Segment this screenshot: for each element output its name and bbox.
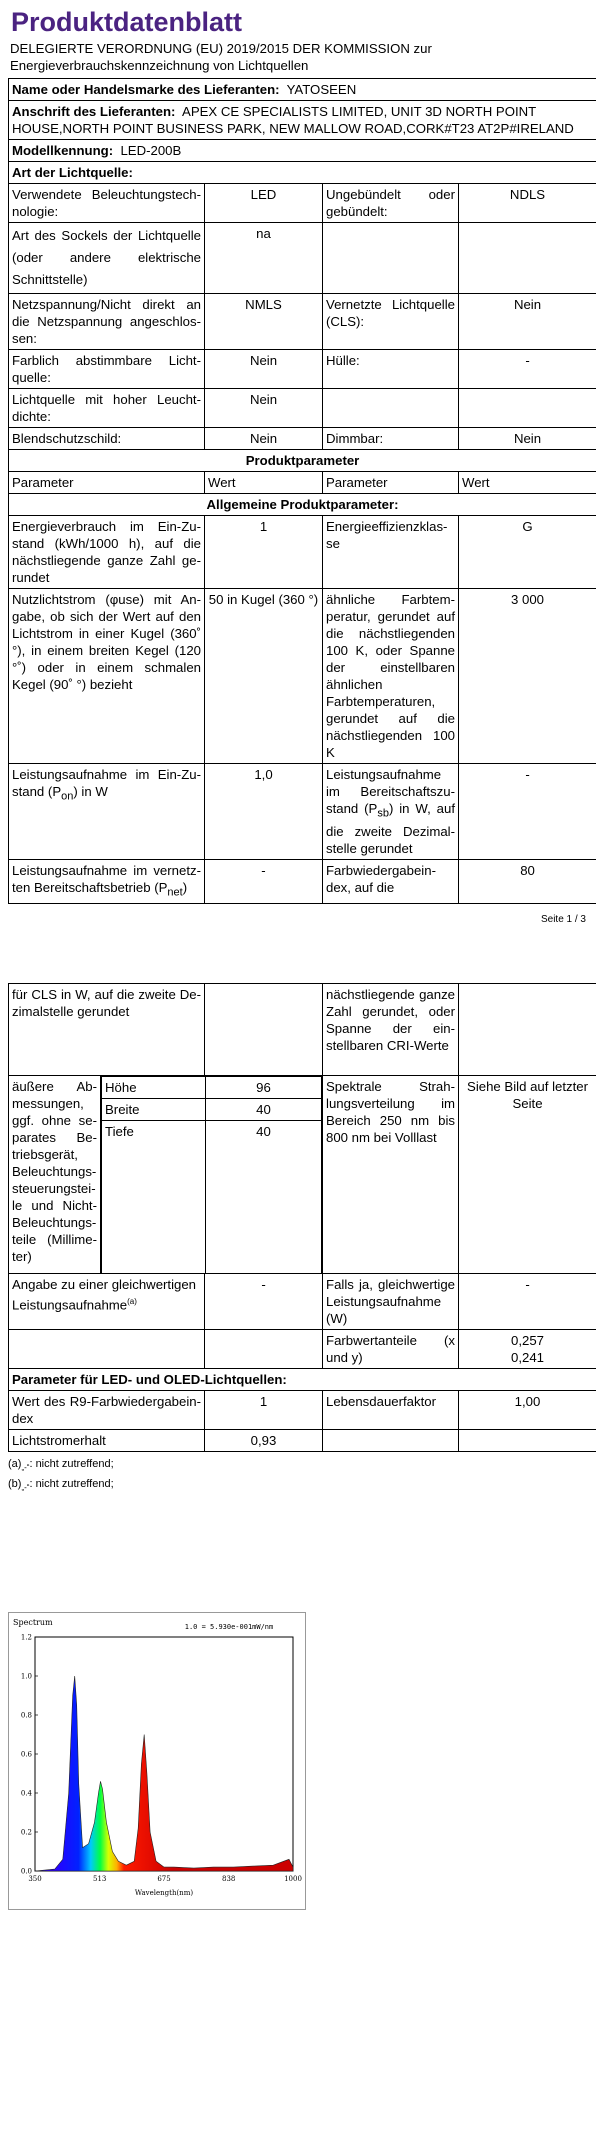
light-row-value: NDLS bbox=[459, 184, 596, 223]
param-row bbox=[9, 516, 596, 589]
y-tick-label: 1.0 bbox=[20, 1672, 32, 1681]
footnote-a: $(a)_{„-“}$: nicht zutreffend; bbox=[8, 1458, 114, 1473]
x-tick-label: 675 bbox=[157, 1875, 171, 1883]
col-value-header: Wert bbox=[205, 472, 323, 494]
dimensions-row bbox=[9, 1076, 596, 1274]
light-row-value: Nein bbox=[459, 428, 596, 450]
spectrum-svg bbox=[9, 1613, 305, 1909]
supplier-name-label: Name oder Handelsmarke des Lieferanten: bbox=[12, 82, 280, 97]
light-row-label bbox=[323, 389, 459, 428]
spectrum-chart bbox=[8, 1612, 306, 1910]
footnote-b: $(b)_{„-“}$: nicht zutreffend; bbox=[8, 1478, 114, 1493]
light-row-label: Farblich abstimmbare Lichtquelle: bbox=[9, 350, 205, 389]
cct-value: 3 000 bbox=[459, 589, 596, 764]
light-row-label: Art des Sockels der Lichtquelle (oder andere elektrische Schnittstelle) bbox=[9, 223, 205, 294]
param-row bbox=[9, 764, 596, 860]
flux-label: Nutzlichtstrom (φuse) mit Angabe, ob sich der Wert auf den Lichtstrom in einer Kugel (360˚ °), in einem breiten Kegel (120 °˚) oder in einem schmalen Kegel (90˚ °) bezieht bbox=[9, 589, 205, 764]
dim-value: 96 bbox=[206, 1077, 322, 1099]
x-axis-label: Wavelength(nm) bbox=[134, 1889, 194, 1897]
life-value: 1,00 bbox=[459, 1391, 596, 1430]
supplier-name-row bbox=[9, 79, 596, 101]
page-2 bbox=[8, 983, 596, 1496]
pon-label: Leistungsaufnahme im Ein-Zustand $(P_{on})$ in W bbox=[9, 764, 205, 860]
param-row bbox=[9, 1391, 596, 1430]
col-param-header: Parameter bbox=[323, 472, 459, 494]
r9-label: Wert des R9-Farbwiedergabeindex bbox=[9, 1391, 205, 1430]
x-tick-label: 1000 bbox=[284, 1875, 302, 1883]
dim-name: Tiefe bbox=[102, 1121, 206, 1274]
light-row bbox=[9, 428, 596, 450]
dim-value: 40 bbox=[206, 1099, 322, 1121]
y-tick-label: 0.0 bbox=[20, 1867, 32, 1876]
param-row bbox=[9, 1274, 596, 1330]
dims-label: äußere Abmessungen, ggf. ohne separates Betriebsgerät, Beleuchtungssteuerungsteile und Nicht-Beleuchtungsteile (Millimeter) bbox=[9, 1076, 101, 1274]
chart-legend: 1.0 = 5.930e-001mW/nm bbox=[184, 1623, 274, 1631]
spectrum-area bbox=[35, 1676, 293, 1871]
energy-label: Energieverbrauch im Ein-Zustand (kWh/1000 h), auf die nächstliegende ganze Zahl gerundet bbox=[9, 516, 205, 589]
x-tick-label: 513 bbox=[93, 1875, 107, 1883]
dim-row bbox=[102, 1077, 322, 1099]
psb-value: - bbox=[459, 764, 596, 860]
light-row-value: Nein bbox=[205, 350, 323, 389]
energy-value: 1 bbox=[205, 516, 323, 589]
light-row-label bbox=[323, 223, 459, 294]
light-row-label: Dimmbar: bbox=[323, 428, 459, 450]
led-params-heading: Parameter für LED- und OLED-Lichtquellen: bbox=[9, 1369, 596, 1391]
light-type-heading: Art der Lichtquelle: bbox=[9, 162, 596, 184]
light-row-label: Verwendete Beleuchtungstechnologie: bbox=[9, 184, 205, 223]
param-row bbox=[9, 589, 596, 764]
param-row bbox=[9, 859, 596, 904]
y-tick-label: 1.2 bbox=[20, 1633, 32, 1642]
light-row-label: Blendschutzschild: bbox=[9, 428, 205, 450]
light-row-label: Hülle: bbox=[323, 350, 459, 389]
eff-class-value: G bbox=[459, 516, 596, 589]
equiv-w-label: Falls ja, gleichwertige Leistungsaufnahme (W) bbox=[323, 1274, 459, 1330]
pnet-value: - bbox=[205, 859, 323, 904]
footnotes bbox=[8, 1456, 596, 1496]
model-value: LED-200B bbox=[120, 143, 182, 158]
spd-label: Spektrale Strahlungsverteilung im Bereich 250 nm bis 800 nm bei Volllast bbox=[323, 1076, 459, 1274]
col-param-header: Parameter bbox=[9, 472, 205, 494]
dims-table bbox=[101, 1076, 323, 1274]
light-row-value bbox=[459, 223, 596, 294]
light-row bbox=[9, 389, 596, 428]
regulation-text: DELEGIERTE VERORDNUNG (EU) 2019/2015 DER KOMMISSION zur Energieverbrauchskennzeichnung von Lichtquellen bbox=[10, 41, 432, 73]
light-row-value bbox=[459, 389, 596, 428]
pon-value: 1,0 bbox=[205, 764, 323, 860]
y-tick-label: 0.8 bbox=[20, 1711, 32, 1720]
maint-label: Lichtstromerhalt bbox=[9, 1430, 205, 1452]
light-row-value: Nein bbox=[205, 389, 323, 428]
light-row-value: LED bbox=[205, 184, 323, 223]
equiv-w-value: - bbox=[459, 1274, 596, 1330]
page-1 bbox=[8, 0, 596, 904]
product-params-heading: Produktparameter bbox=[9, 450, 596, 472]
col-value-header: Wert bbox=[459, 472, 596, 494]
cri-value: 80 bbox=[459, 859, 596, 904]
supplier-address-value: APEX CE SPECIALISTS LIMITED, UNIT 3D NORTH POINT HOUSE,NORTH POINT BUSINESS PARK, NEW MALLOW ROAD,CORK#T23 AT2P#IRELAND bbox=[12, 104, 574, 136]
dim-row bbox=[102, 1099, 322, 1121]
x-tick-label: 838 bbox=[222, 1875, 236, 1883]
y-tick-label: 0.4 bbox=[20, 1789, 32, 1798]
chroma-label: Farbwertanteile (x und y) bbox=[323, 1330, 459, 1369]
light-row-label: Netzspannung/Nicht direkt an die Netzspannung angeschlossen: bbox=[9, 294, 205, 350]
equiv-label: Angabe zu einer gleichwertigen Leistungsaufnahme$^{(a)}$ bbox=[9, 1274, 205, 1330]
light-row-label: Vernetzte Lichtquelle (CLS): bbox=[323, 294, 459, 350]
y-tick-label: 0.6 bbox=[20, 1750, 32, 1759]
light-row-value: Nein bbox=[205, 428, 323, 450]
light-row bbox=[9, 184, 596, 223]
equiv-value: - bbox=[205, 1274, 323, 1330]
light-row-value: na bbox=[205, 223, 323, 294]
light-row bbox=[9, 350, 596, 389]
param-row bbox=[9, 1430, 596, 1452]
cct-label: ähnliche Farbtemperatur, gerundet auf die nächstliegenden 100 K, oder Spanne der einstellbaren ähnlichen Farbtemperaturen, gerundet auf die nächstliegenden 100 K bbox=[323, 589, 459, 764]
dim-value: 40 bbox=[206, 1121, 322, 1274]
pnet-label-cont: für CLS in W, auf die zweite Dezimalstelle gerundet bbox=[9, 984, 205, 1076]
psb-label: Leistungsaufnahme im Bereitschaftszustand $(P_{sb})$ in W, auf die zweite Dezimalstelle gerundet bbox=[323, 764, 459, 860]
spd-value: Siehe Bild auf letzter Seite bbox=[459, 1076, 596, 1274]
light-row-value: - bbox=[459, 350, 596, 389]
supplier-address-label: Anschrift des Lieferanten: bbox=[12, 104, 176, 119]
datasheet-table-p2 bbox=[8, 983, 596, 1452]
cri-label-cont: nächstliegende ganze Zahl gerundet, oder Spanne der einstellbaren CRI-Werte bbox=[323, 984, 459, 1076]
supplier-address-row bbox=[9, 101, 596, 140]
light-row bbox=[9, 294, 596, 350]
light-row-label: Lichtquelle mit hoher Leuchtdichte: bbox=[9, 389, 205, 428]
general-params-heading: Allgemeine Produktparameter: bbox=[9, 494, 596, 516]
supplier-name-value: YATOSEEN bbox=[286, 82, 357, 97]
page-title: Produktdatenblatt bbox=[11, 7, 243, 37]
chroma-value: 0,257 0,241 bbox=[459, 1330, 596, 1369]
param-row-cont bbox=[9, 984, 596, 1076]
eff-class-label: Energieeffizienzklasse bbox=[323, 516, 459, 589]
dim-name: Höhe bbox=[102, 1077, 206, 1099]
light-row bbox=[9, 223, 596, 294]
flux-value: 50 in Kugel (360 °) bbox=[205, 589, 323, 764]
cri-label: Farbwiedergabeindex, auf die bbox=[323, 859, 459, 904]
light-row-value: Nein bbox=[459, 294, 596, 350]
page-footer: Seite 1 / 3 bbox=[540, 914, 586, 925]
y-tick-label: 0.2 bbox=[20, 1828, 32, 1837]
chart-title: Spectrum bbox=[13, 1618, 53, 1627]
dim-name: Breite bbox=[102, 1099, 206, 1121]
light-row-value: NMLS bbox=[205, 294, 323, 350]
life-label: Lebensdauerfaktor bbox=[323, 1391, 459, 1430]
maint-value: 0,93 bbox=[205, 1430, 323, 1452]
column-header-row bbox=[9, 472, 596, 494]
pnet-label: Leistungsaufnahme im vernetzten Bereitschaftsbetrieb $(P_{net})$ bbox=[9, 859, 205, 904]
datasheet-table-p1 bbox=[8, 78, 596, 904]
model-row bbox=[9, 140, 596, 162]
param-row bbox=[9, 1330, 596, 1369]
light-row-label: Ungebündelt oder gebündelt: bbox=[323, 184, 459, 223]
r9-value: 1 bbox=[205, 1391, 323, 1430]
dim-row bbox=[102, 1121, 322, 1274]
x-tick-label: 350 bbox=[28, 1875, 42, 1883]
model-label: Modellkennung: bbox=[12, 143, 114, 158]
